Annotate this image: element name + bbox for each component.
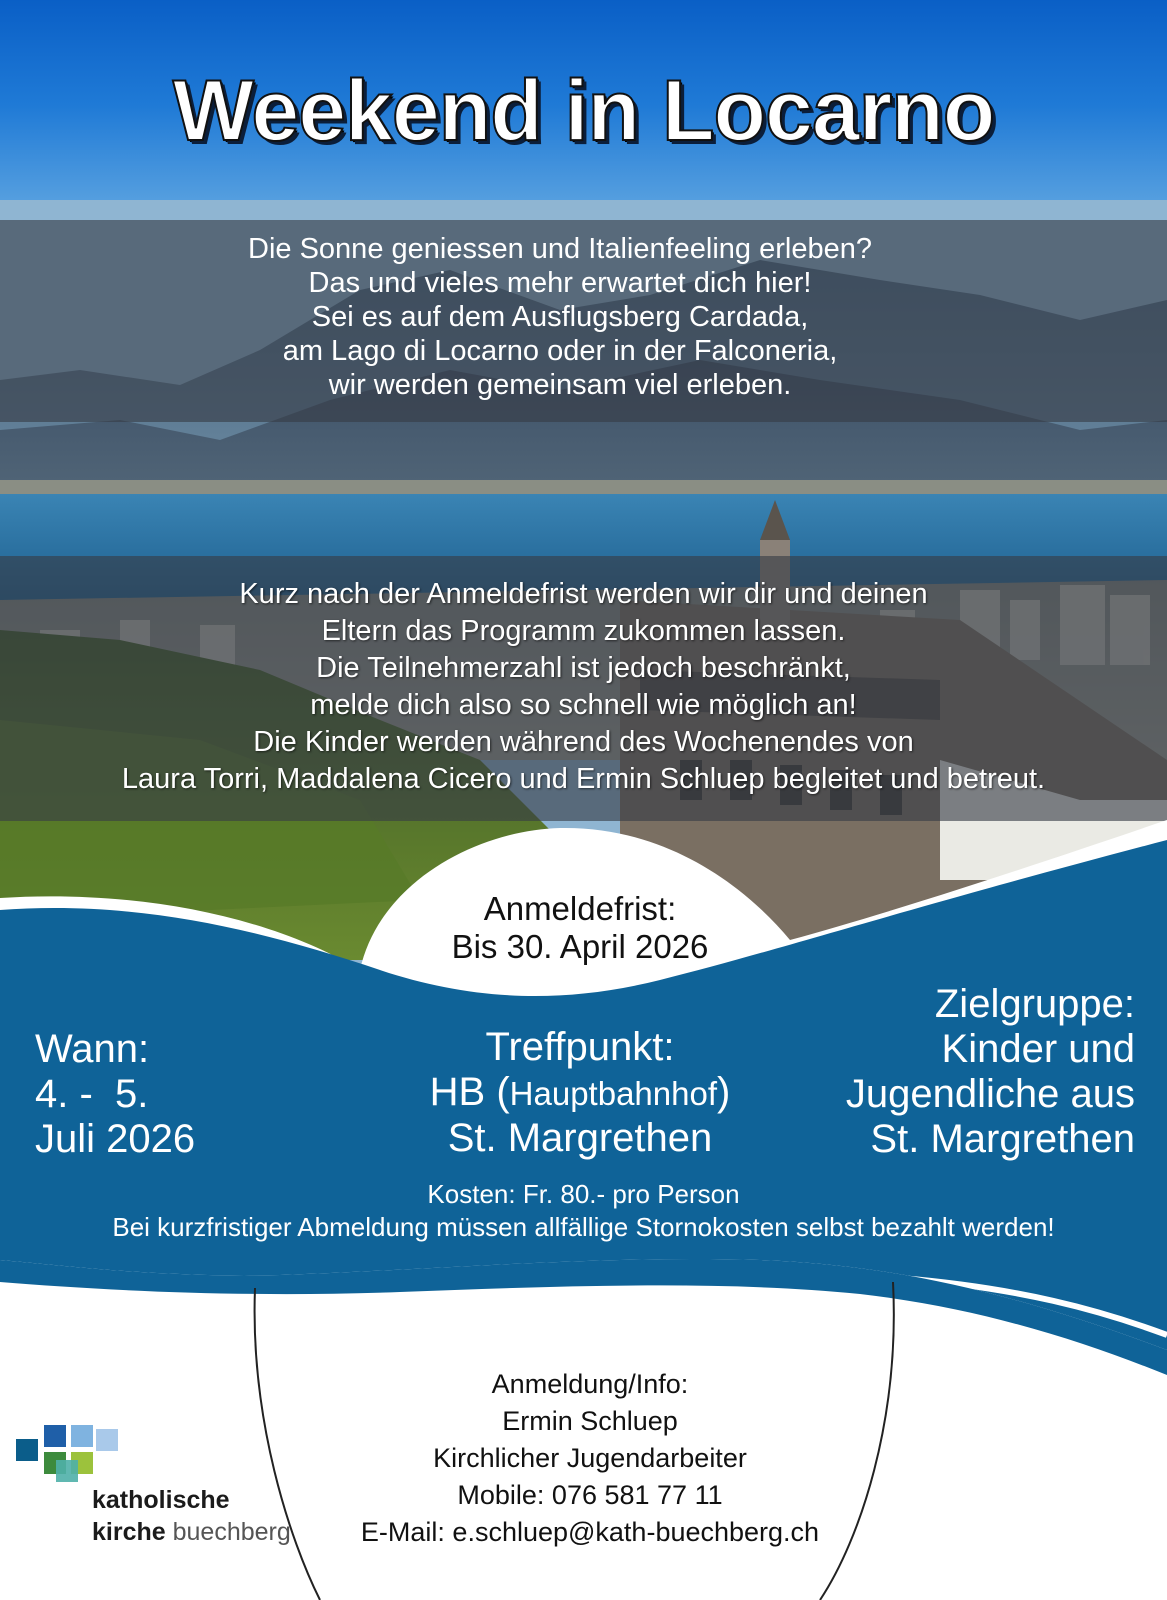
- target-line: Jugendliche aus: [845, 1072, 1135, 1116]
- deadline-label: Anmeldefrist:: [483, 890, 677, 927]
- info-line: Die Kinder werden während des Wochenendes von: [253, 726, 914, 758]
- logo-buechberg: buechberg: [172, 1518, 291, 1546]
- costs-note: Bei kurzfristiger Abmeldung müssen allfällige Stornokosten selbst bezahlt werden!: [112, 1212, 1055, 1242]
- meeting-point-block: [380, 1025, 780, 1161]
- costs-block: [0, 1178, 1167, 1244]
- intro-line: am Lago di Locarno oder in der Falconeria,: [282, 335, 838, 367]
- info-line: Die Teilnehmerzahl ist jedoch beschränkt,: [316, 652, 851, 684]
- when-dates: 4. - 5.: [35, 1072, 149, 1116]
- intro-line: Die Sonne geniessen und Italienfeeling erleben?: [248, 233, 872, 265]
- contact-name: Ermin Schluep: [502, 1406, 678, 1436]
- info-line: melde dich also so schnell wie möglich an!: [310, 689, 857, 721]
- contact-email[interactable]: E-Mail: e.schluep@kath-buechberg.ch: [360, 1517, 820, 1547]
- deadline-value: Bis 30. April 2026: [451, 928, 709, 965]
- when-label: Wann:: [35, 1027, 150, 1071]
- contact-mobile: Mobile: 076 581 77 11: [457, 1480, 723, 1510]
- contact-block: [300, 1366, 880, 1551]
- when-block: [35, 1027, 195, 1162]
- meeting-hb-full: Hauptbahnhof: [509, 1075, 718, 1112]
- info-text: [0, 576, 1167, 798]
- meeting-station: [380, 1070, 780, 1116]
- intro-text: [0, 232, 1120, 402]
- intro-line: Sei es auf dem Ausflugsberg Cardada,: [311, 301, 809, 333]
- logo-wordmark: [92, 1484, 291, 1548]
- registration-deadline: [380, 890, 780, 966]
- intro-line: Das und vieles mehr erwartet dich hier!: [308, 267, 812, 299]
- meeting-place: St. Margrethen: [447, 1116, 713, 1160]
- intro-line: wir werden gemeinsam viel erleben.: [328, 369, 792, 401]
- flyer-title: Weekend in Locarno: [172, 63, 995, 159]
- target-line: Kinder und: [941, 1027, 1135, 1071]
- target-group-block: [846, 982, 1135, 1162]
- logo-kirche: kirche: [92, 1518, 166, 1546]
- meeting-hb: HB (: [429, 1070, 510, 1114]
- meeting-label: Treffpunkt:: [485, 1025, 675, 1069]
- when-month: Juli 2026: [35, 1117, 196, 1161]
- costs-price: Kosten: Fr. 80.- pro Person: [427, 1179, 740, 1209]
- target-label: Zielgruppe:: [934, 982, 1135, 1026]
- logo-line2: [92, 1516, 291, 1548]
- contact-role: Kirchlicher Jugendarbeiter: [433, 1443, 747, 1473]
- info-line: Laura Torri, Maddalena Cicero und Ermin Schluep begleitet und betreut.: [121, 763, 1046, 795]
- contact-label: Anmeldung/Info:: [491, 1369, 689, 1399]
- info-line: Eltern das Programm zukommen lassen.: [321, 615, 846, 647]
- logo-line1: katholische: [92, 1486, 230, 1514]
- info-line: Kurz nach der Anmeldefrist werden wir dir und deinen: [239, 578, 928, 610]
- target-line: St. Margrethen: [870, 1117, 1135, 1161]
- meeting-hb-close: ): [717, 1070, 731, 1114]
